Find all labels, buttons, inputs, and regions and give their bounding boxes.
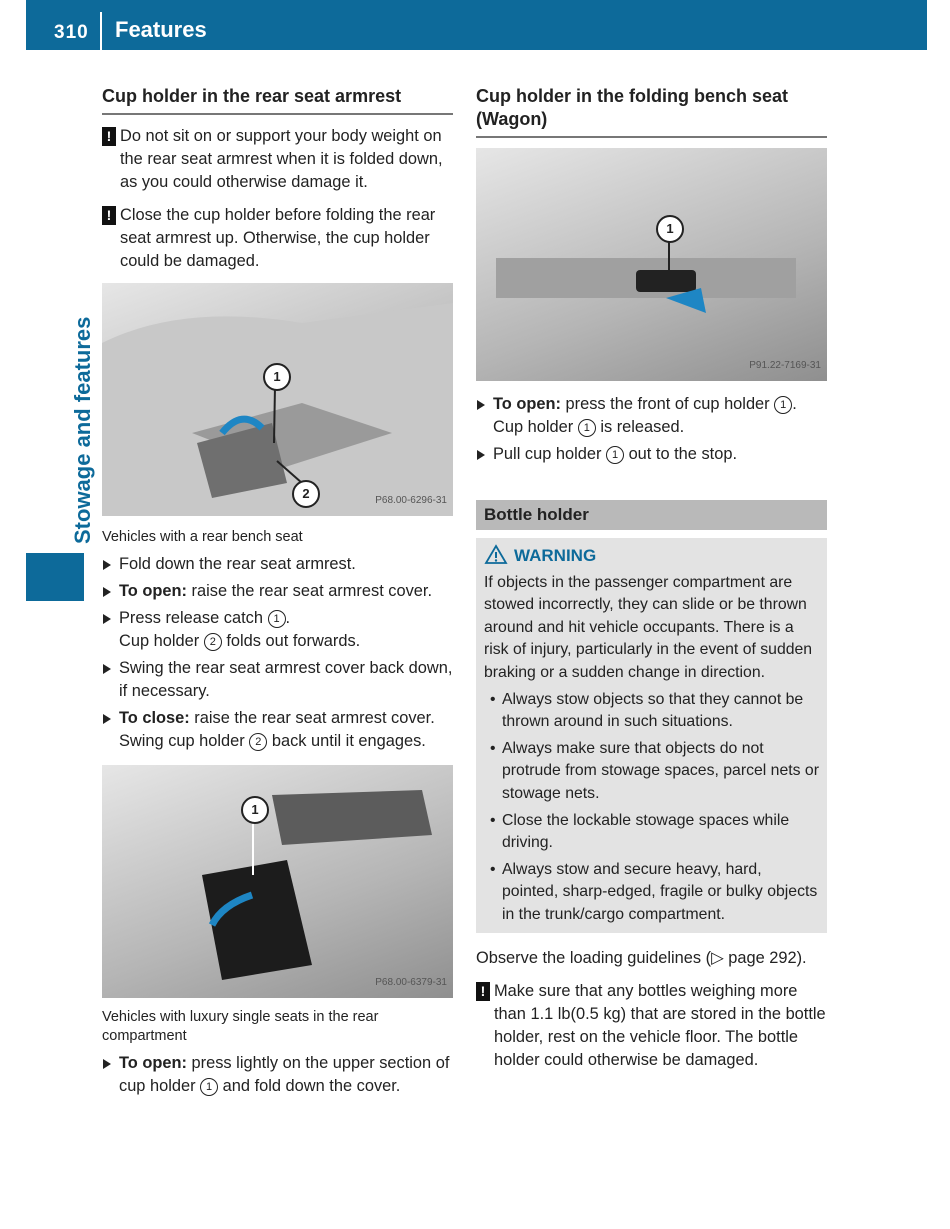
warning-bullet: • Always make sure that objects do not protrude from stowage spaces, parcel nets or stowage nets. bbox=[484, 738, 819, 806]
section-title: Features bbox=[115, 17, 207, 42]
callout-ref: 1 bbox=[268, 610, 286, 628]
callout-ref: 1 bbox=[200, 1078, 218, 1096]
left-column bbox=[102, 85, 453, 1098]
instruction-step: To open: press lightly on the upper section of cup holder 1 and fold down the cover. bbox=[102, 1052, 453, 1098]
caution-note: ! Close the cup holder before folding the rear seat armrest up. Otherwise, the cup holder could be damaged. bbox=[102, 204, 453, 273]
callout-1: 1 bbox=[241, 796, 269, 824]
instruction-step: Press release catch 1 . Cup holder 2 folds out forwards. bbox=[102, 607, 453, 653]
bottle-holder-heading: Bottle holder bbox=[476, 500, 827, 530]
callout-ref: 1 bbox=[774, 396, 792, 414]
step-arrow-icon bbox=[103, 714, 111, 724]
caution-note: ! Make sure that any bottles weighing more than 1.1 lb(0.5 kg) that are stored in the bottle holder, rest on the vehicle floor. The bottle holder could otherwise be damaged. bbox=[476, 980, 827, 1072]
warning-triangle-icon bbox=[484, 544, 508, 564]
warning-body: If objects in the passenger compartment are stowed incorrectly, they can slide or be thrown around and hit vehicle occupants. There is a risk of injury, particularly in the event of sudden braking or a sudden change in direction. bbox=[484, 573, 813, 681]
image-code: P68.00-6296-31 bbox=[375, 495, 447, 506]
callout-ref: 2 bbox=[204, 633, 222, 651]
warning-box bbox=[476, 538, 827, 933]
step-arrow-icon bbox=[103, 587, 111, 597]
instruction-step: To open: press the front of cup holder 1 . Cup holder 1 is released. bbox=[476, 393, 827, 439]
callout-ref: 1 bbox=[606, 446, 624, 464]
image-code: P68.00-6379-31 bbox=[375, 977, 447, 988]
instruction-step: To open: raise the rear seat armrest cover. bbox=[102, 580, 453, 603]
callout-2: 2 bbox=[292, 480, 320, 508]
callout-ref: 2 bbox=[249, 733, 267, 751]
step-arrow-icon bbox=[103, 560, 111, 570]
armrest-photo bbox=[102, 283, 453, 516]
image-code: P91.22-7169-31 bbox=[749, 360, 821, 371]
header-divider bbox=[100, 12, 102, 50]
single-seat-illustration bbox=[102, 765, 453, 998]
exclamation-icon: ! bbox=[102, 206, 116, 225]
side-tab-marker bbox=[26, 553, 84, 601]
step-arrow-icon bbox=[477, 450, 485, 460]
instruction-step: To close: raise the rear seat armrest cover. Swing cup holder 2 back until it engages. bbox=[102, 707, 453, 753]
callout-1: 1 bbox=[656, 215, 684, 243]
image-caption: Vehicles with a rear bench seat bbox=[102, 529, 303, 545]
step-arrow-icon bbox=[477, 400, 485, 410]
warning-bullet: • Always stow objects so that they cannot be thrown around in such situations. bbox=[484, 689, 819, 734]
loading-guidelines: Observe the loading guidelines (▷ page 292). bbox=[476, 948, 807, 967]
single-seat-photo bbox=[102, 765, 453, 998]
side-tab-label: Stowage and features bbox=[70, 316, 95, 544]
right-column bbox=[476, 85, 827, 1072]
step-arrow-icon bbox=[103, 664, 111, 674]
instruction-step: Swing the rear seat armrest cover back down, if necessary. bbox=[102, 657, 453, 703]
step-arrow-icon bbox=[103, 1059, 111, 1069]
page-number: 310 bbox=[54, 22, 89, 43]
warning-title: WARNING bbox=[484, 544, 819, 568]
image-caption: Vehicles with luxury single seats in the rear compartment bbox=[102, 1009, 379, 1044]
exclamation-icon: ! bbox=[102, 127, 116, 146]
instruction-step: Fold down the rear seat armrest. bbox=[102, 553, 453, 576]
caution-note: ! Do not sit on or support your body weight on the rear seat armrest when it is folded down, as you could otherwise damage it. bbox=[102, 125, 453, 194]
bench-seat-photo bbox=[476, 148, 827, 381]
exclamation-icon: ! bbox=[476, 982, 490, 1001]
heading-rear-armrest: Cup holder in the rear seat armrest bbox=[102, 85, 453, 115]
instruction-step: Pull cup holder 1 out to the stop. bbox=[476, 443, 827, 466]
heading-folding-bench: Cup holder in the folding bench seat (Wagon) bbox=[476, 85, 827, 138]
armrest-illustration bbox=[102, 283, 453, 516]
bench-seat-illustration bbox=[476, 148, 827, 381]
warning-bullet: • Always stow and secure heavy, hard, pointed, sharp-edged, fragile or bulky objects in the trunk/cargo compartment. bbox=[484, 859, 819, 927]
warning-bullet: • Close the lockable stowage spaces while driving. bbox=[484, 810, 819, 855]
callout-ref: 1 bbox=[578, 419, 596, 437]
step-arrow-icon bbox=[103, 614, 111, 624]
callout-1: 1 bbox=[263, 363, 291, 391]
